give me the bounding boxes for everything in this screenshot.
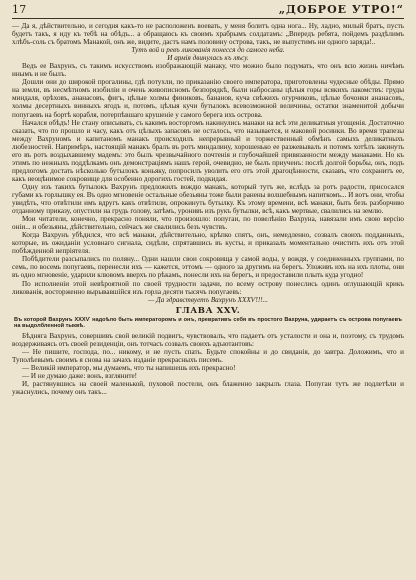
paragraph: — И не думаю даже: вонъ, взгляните! <box>22 372 137 381</box>
paragraph: Побѣдители разсыпались по поляну... Одни нашли свои сокровища у самой воды, у вождя, у соединенныхъ группами, по семь, по восемь попугаевъ, перенесли ихъ — кажется, эттомъ — одного за другимъ на берегъ. Уложивъ ихъ на ихъ плоты, они въ одно мгновеніе, ударили клювомъ вверхъ по рѣкамъ, понесли ихъ на берегъ, и предоставили плыть куда угодно! <box>12 255 404 280</box>
paragraph: — Великій император, мы думаемъ, что ты напишешь ихъ прекрасно! <box>22 364 236 373</box>
paragraph: Ведъ ее Вахрунъ, съ такимъ искусствомъ изображающій манаку, что можно было подумать, что онъ всю жизнь ничѣмъ инымъ и не былъ. <box>12 62 404 79</box>
header-rule <box>12 18 404 19</box>
paragraph: Когда Вахрунъ убѣдился, что всѣ манаки, дѣйствительно, крѣпко спятъ, онъ, немедленно, созвалъ своихъ подданныхъ, которые, въ ожиданіи условнаго сигнала, сидѣли, спрятавшись въ кусты, и приказалъ моментально очистить ихъ отъ этой побѣжденной непріятеля. <box>12 231 404 256</box>
page-header <box>12 4 404 16</box>
article-body <box>12 22 404 304</box>
chapter-summary: Въ которой Вахрунъ ХХХѴ надоѣло быть императоромъ и онъ, превративъ себя въ простого Вахруна, удираетъ съ острова попугаевъ на выдолбленной тыквѣ. <box>14 316 402 330</box>
paragraph: По исполненіи этой невѣроятной по своей трудности задачи, по всему острову понеслись одинъ оглушающій крикъ ликованія, восторженно вырывавшійся изъ горла десяти тысячъ попугаевъ: <box>12 279 404 296</box>
paragraph: И армія двинулась къ лѣсу. <box>167 54 249 63</box>
chapter-body <box>12 332 404 396</box>
running-title: „ДОБРОЕ УТРО!“ <box>278 3 404 16</box>
page-number: 17 <box>12 3 27 16</box>
paragraph: Начался обѣдъ! Не стану описывать, съ какимъ восторгомъ накинулись манаки на всѣ эти деликатныя угощенія. Достаточно сказать, что по прошло и часу, какъ отъ цѣлыхъ запасовъ не осталось, что называется, и маковой росинки. Во время трапезы между Вахруномъ и капитаномъ манакъ происходилъ непрерывный и торжественный обмѣнъ самыхъ деликатныхъ любезностей. Напримѣръ, настоящій манакъ бралъ въ ротъ миндалину, хорошенько ее разжевывалъ и потомъ хотѣлъ закинуть его въ ротъ воздыхавшему мадемъ: это былъ чрезвычайного почтенія и глубочайшей привязанности между манаками. Но къ этимъ по нежныхъ поддѣлкамъ онъ демонстраціямъ нашъ герой, очевидно, не былъ приученъ: послѣ долгой борьбы, онъ, подъ предлогомъ достать нѣсколько бутылокъ коньяку, попросилъ уволить его отъ этой драгоцѣнности, сказавъ, что сохранитъ ее, какъ неоцѣнимое сокровище для особенно дорогихъ гостей, подкидая. <box>12 118 404 183</box>
paragraph: Бѣдняга Вахрунъ, совершивъ свой великій подвигъ, чувствовалъ, что падаетъ отъ усталости и она и, поэтому, съ трудомъ воздерживаясь отъ своей резиденціи, онъ тотчасъ созвалъ своихъ адъютантовъ: <box>12 331 404 348</box>
paragraph: Мои читатели, конечно, прекрасно поняли, что произошло: попугаи, по повелѣнію Вахруна, навязали имъ свою версію оніи... и обезьяны, дѣйствительно, сейчасъ же свалились безъ чувствъ. <box>12 215 404 232</box>
paragraph: Дошли они до широкой прогалины, гдѣ потухли, по приказанію своего императора, приготовлены чудесные обѣды. Прямо на земли, въ несмѣтномъ изобиліи и очень живописномъ безпорядкѣ, были набросаны цѣлыя горы всякихъ лакомствъ: груды миндаля, орѣховъ, ананасовъ, фигъ, цѣлые холмы финиковъ, бананов, куча свѣжихъ огурчиковъ, цѣлые бочонки ананасовъ, холмы десертныхъ винныхъ ягодъ и, потомъ, цѣлыя кучи бутылокъ всевозможной величины, остатки знаменитой добычи попугаевъ на бортѣ корабля, потерпѣвшаго крушеніе у самого берега ихъ острова. <box>12 78 404 119</box>
paragraph: Тутъ вой и ревъ ликованія понесся до самого неба. <box>131 46 285 55</box>
paragraph: — Да здравствуетъ Вахрунъ ХХХѴ!!!... <box>148 295 268 304</box>
chapter-title: ГЛАВА XXV. <box>175 305 241 316</box>
paragraph: Одну изъ такихъ бутылокъ Вахрунъ предложилъ вождю манакъ, который тутъ же, вслѣдъ за ротъ радости, присосался губами къ горлышку ея. Въ одно мгновеніе остальные обезьяны тоже были ранены волшебнымъ напиткомъ... И вотъ они, чтобы увидѣть, что отвѣтили имъ вдругъ какъ отвѣтили, опрокинуть бутылку. Къ этому времени, всѣ манаки, быть безъ разборчиво отданному приказу, опустили на грудь голову, затѣмъ, уронивъ изъ рукъ бутылки, всѣ, какъ мертвые, свалились на землю. <box>12 182 404 216</box>
paragraph: И, растянувшись на своей маленькой, пуховой постели, онъ блаженно закрылъ глаза. Попугаи тутъ же подлетѣли и ужаснулись, почему онъ такъ... <box>12 380 404 397</box>
paragraph: — Не пишите, господа, по... никому, и не пусть спать. Будьте спокойны и до свиданія, до завтра. Доложимъ, что и Туполѣевымъ своимъ я снова на зачахъ изданіе прекрасныхъ писемъ. <box>12 347 404 364</box>
paragraph: — Да я, дѣйствительно, и сегодня какъ-то не расположенъ воевать, у меня болитъ одна нога... Ну, ладно, милый братъ, пусть будетъ такъ, я иду къ тебѣ на обѣдъ... а обращаюсь къ своимъ храбрымъ солдатамъ: „Впередъ ребята, пойдемъ раздѣлимъ хлѣбъ-соль съ братомъ Манакой, онъ же, видите, дастъ намъ половину острова, такъ, не выпустимъ ни одного заряда!.. <box>12 22 404 47</box>
